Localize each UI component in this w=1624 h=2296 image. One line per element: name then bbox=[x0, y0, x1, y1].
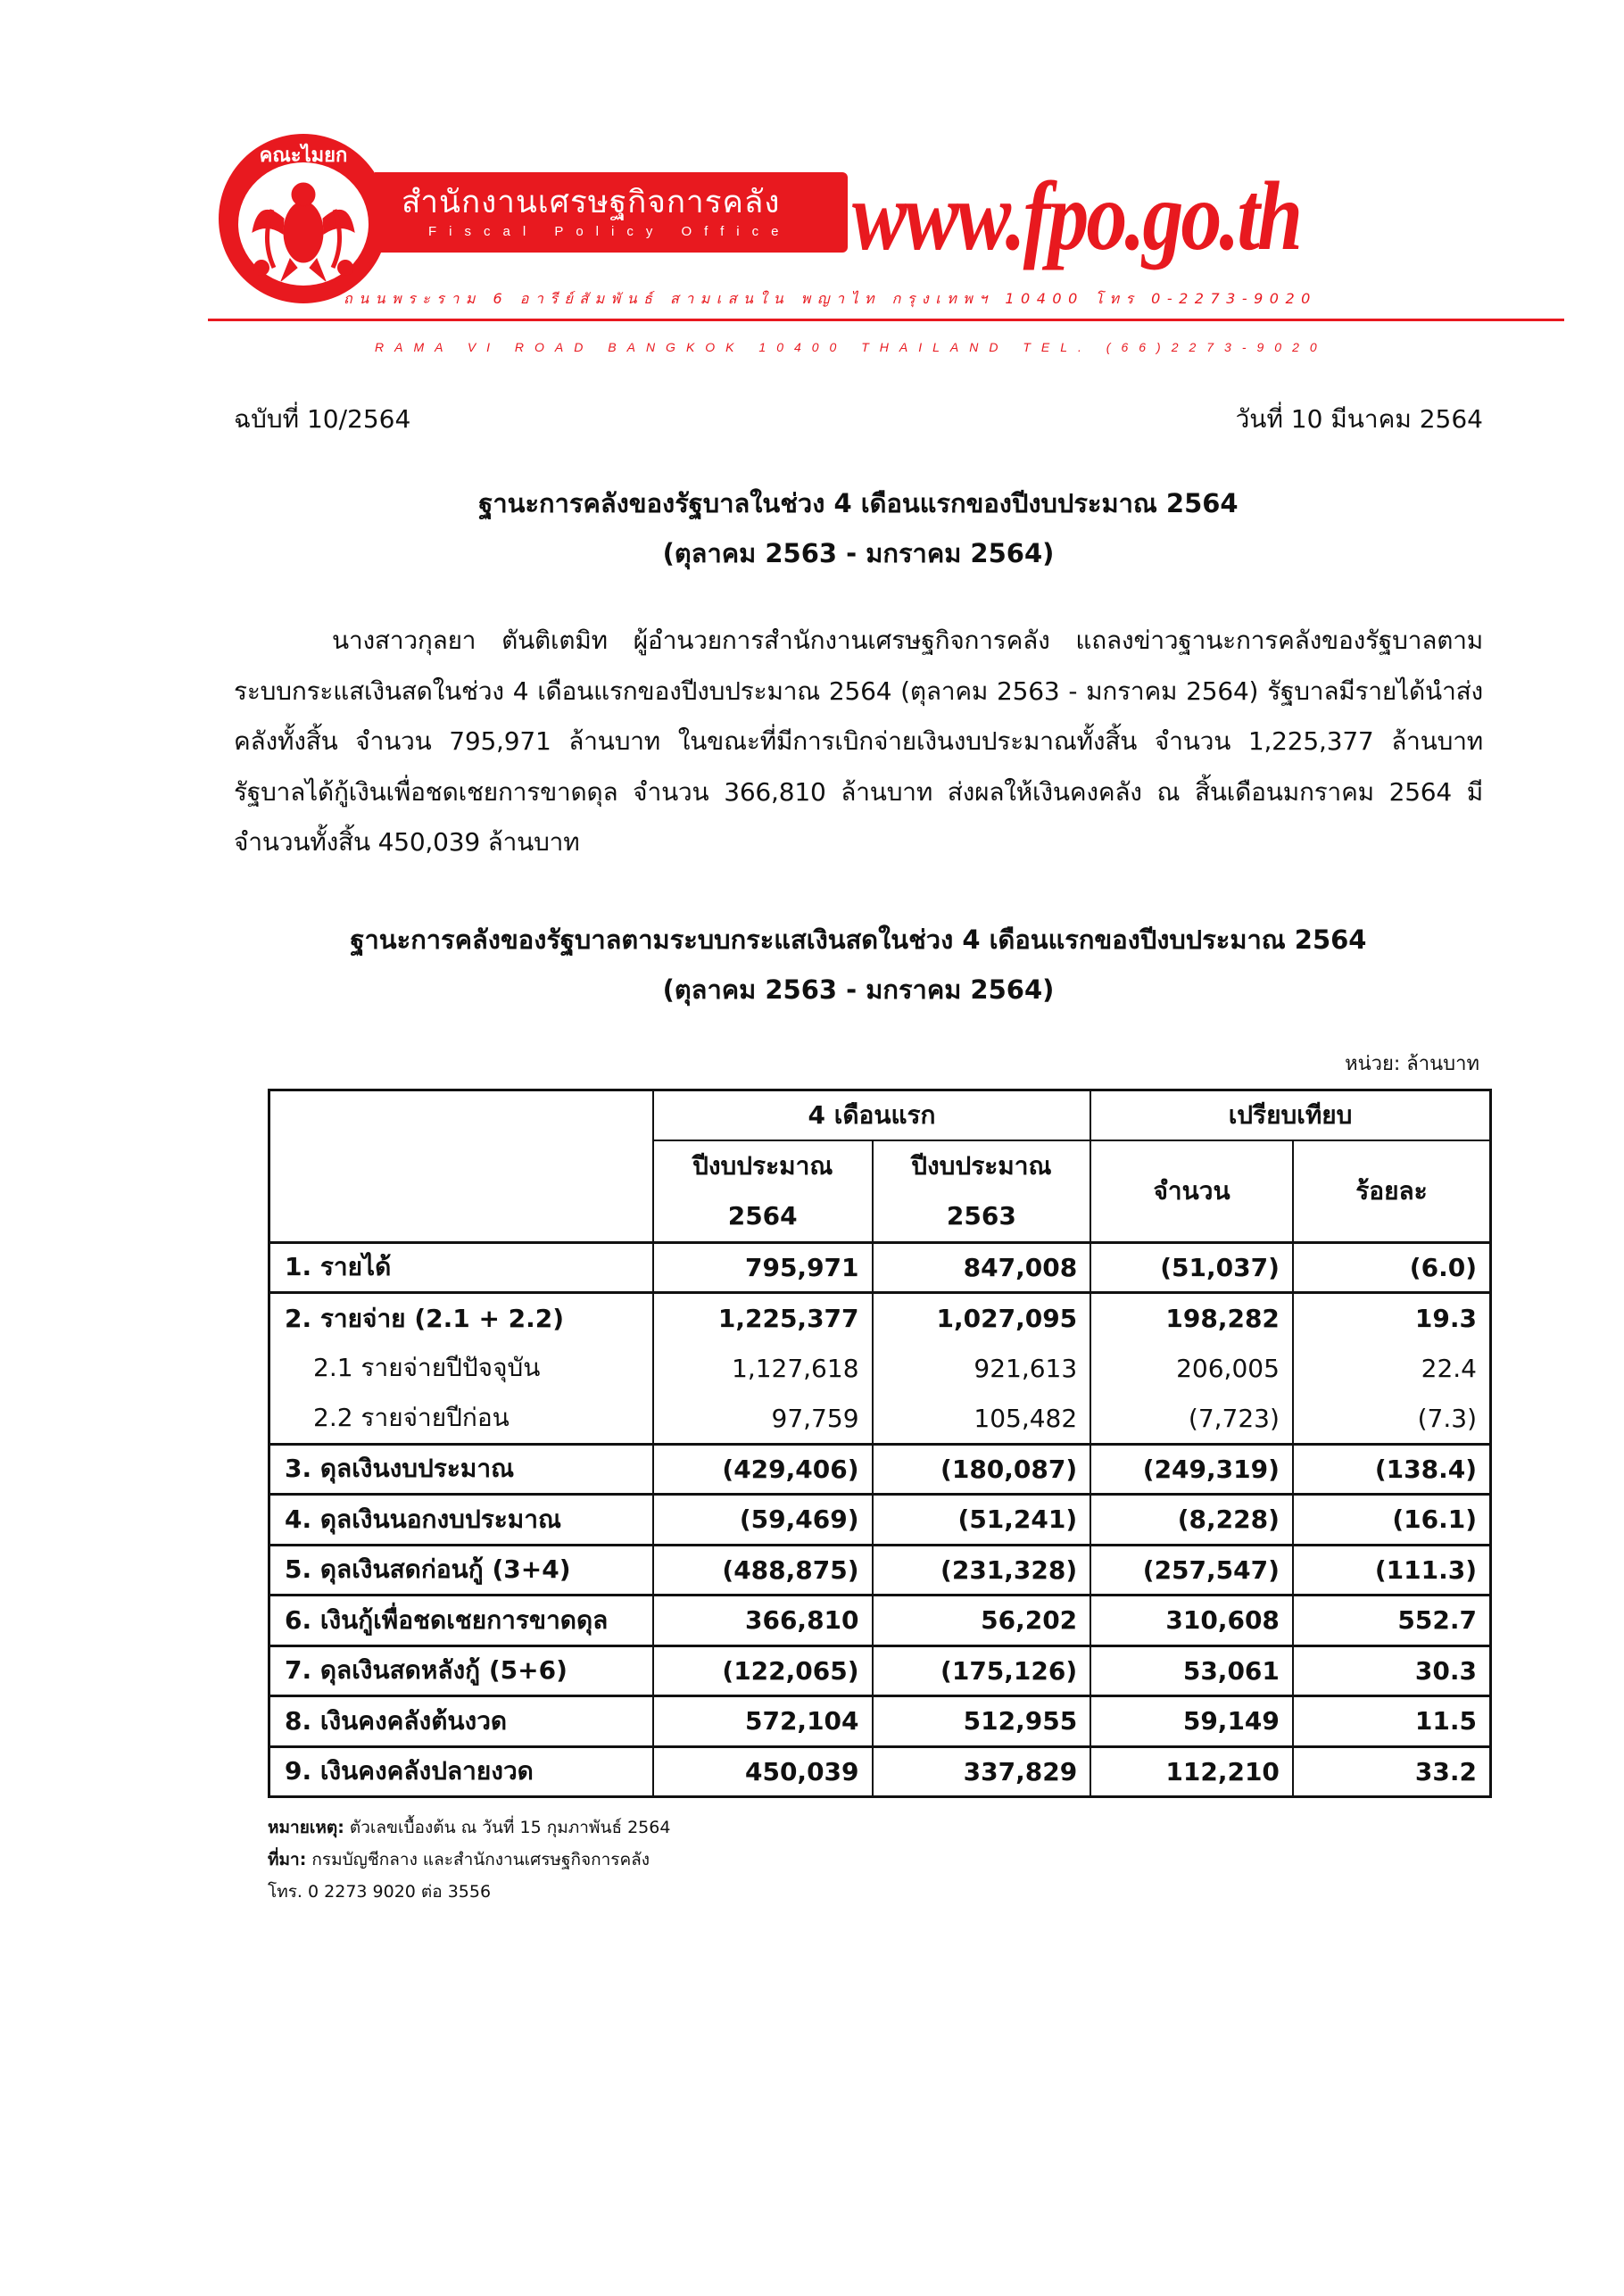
cell-percent: (6.0) bbox=[1293, 1242, 1491, 1293]
remark-label: หมายเหตุ: bbox=[268, 1818, 344, 1837]
table-row bbox=[269, 1343, 1491, 1394]
cell-percent: 19.3 bbox=[1293, 1293, 1491, 1344]
header-blank-cell bbox=[269, 1090, 653, 1243]
cell-fy2563: 1,027,095 bbox=[873, 1293, 1091, 1344]
cell-percent: (138.4) bbox=[1293, 1444, 1491, 1495]
table-row bbox=[269, 1242, 1491, 1293]
row-label: 6. เงินกู้เพื่อชดเชยการขาดดุล bbox=[269, 1596, 653, 1646]
cell-fy2564: 795,971 bbox=[653, 1242, 873, 1293]
row-label: 4. ดุลเงินนอกงบประมาณ bbox=[269, 1495, 653, 1546]
cell-percent: 11.5 bbox=[1293, 1696, 1491, 1747]
cell-amount: 206,005 bbox=[1090, 1343, 1293, 1394]
cell-fy2563: 921,613 bbox=[873, 1343, 1091, 1394]
cell-percent: (111.3) bbox=[1293, 1545, 1491, 1596]
source-line bbox=[268, 1844, 1071, 1876]
cell-fy2563: (180,087) bbox=[873, 1444, 1091, 1495]
document-date: วันที่ 10 มีนาคม 2564 bbox=[1235, 404, 1483, 434]
table-row bbox=[269, 1444, 1491, 1495]
header-comparison: เปรียบเทียบ bbox=[1090, 1090, 1490, 1140]
cell-fy2564: 572,104 bbox=[653, 1696, 873, 1747]
cell-amount: (51,037) bbox=[1090, 1242, 1293, 1293]
cell-amount: (7,723) bbox=[1090, 1394, 1293, 1445]
cell-amount: 310,608 bbox=[1090, 1596, 1293, 1646]
cell-fy2564: 97,759 bbox=[653, 1394, 873, 1445]
header-percent: ร้อยละ bbox=[1293, 1140, 1491, 1243]
header-first-4-months: 4 เดือนแรก bbox=[653, 1090, 1090, 1140]
row-label: 2.2 รายจ่ายปีก่อน bbox=[269, 1394, 653, 1445]
table-title-line1: ฐานะการคลังของรัฐบาลตามระบบกระแสเงินสดในช่วง 4 เดือนแรกของปีงบประมาณ 2564 bbox=[350, 924, 1367, 955]
table-row bbox=[269, 1545, 1491, 1596]
row-label: 8. เงินคงคลังต้นงวด bbox=[269, 1696, 653, 1747]
table-row bbox=[269, 1696, 1491, 1747]
remark-line bbox=[268, 1811, 1071, 1844]
header-fy2564-line2: 2564 bbox=[727, 1200, 798, 1231]
agency-name-thai: สำนักงานเศรษฐกิจการคลัง bbox=[402, 185, 781, 220]
cell-fy2564: (122,065) bbox=[653, 1645, 873, 1696]
cell-fy2564: (429,406) bbox=[653, 1444, 873, 1495]
header-fy2563 bbox=[873, 1140, 1091, 1243]
cell-fy2564: 1,225,377 bbox=[653, 1293, 873, 1344]
cell-fy2564: 450,039 bbox=[653, 1746, 873, 1797]
cell-fy2564: 1,127,618 bbox=[653, 1343, 873, 1394]
cell-fy2563: 512,955 bbox=[873, 1696, 1091, 1747]
cell-percent: 552.7 bbox=[1293, 1596, 1491, 1646]
header-fy2563-line2: 2563 bbox=[946, 1200, 1016, 1231]
cell-amount: 112,210 bbox=[1090, 1746, 1293, 1797]
row-label: 3. ดุลเงินงบประมาณ bbox=[269, 1444, 653, 1495]
table-notes bbox=[268, 1811, 1071, 1908]
table-row bbox=[269, 1394, 1491, 1445]
document-meta-row bbox=[234, 400, 1483, 439]
address-english: RAMA VI ROAD BANGKOK 10400 THAILAND TEL. (66)2273-9020 bbox=[375, 340, 1328, 354]
cell-fy2564: (59,469) bbox=[653, 1495, 873, 1546]
table-row bbox=[269, 1746, 1491, 1797]
cell-amount: (8,228) bbox=[1090, 1495, 1293, 1546]
press-release-paragraph: นางสาวกุลยา ตันติเตมิท ผู้อำนวยการสำนักงานเศรษฐกิจการคลัง แถลงข่าวฐานะการคลังของรัฐบาลตามระบบกระแสเงินสดในช่วง 4 เดือนแรกของปีงบประมาณ 2564 (ตุลาคม 2563 - มกราคม 2564) รัฐบาลมีรายได้นำส่งคลังทั้งสิ้น จำนวน 795,971 ล้านบาท ในขณะที่มีการเบิกจ่ายเงินงบประมาณทั้งสิ้น จำนวน 1,225,377 ล้านบาท รัฐบาลได้กู้เงินเพื่อชดเชยการขาดดุล จำนวน 366,810 ล้านบาท ส่งผลให้เงินคงคลัง ณ สิ้นเดือนมกราคม 2564 มีจำนวนทั้งสิ้น 450,039 ล้านบาท bbox=[234, 626, 1483, 857]
letterhead-divider bbox=[208, 319, 1564, 321]
cell-percent: 33.2 bbox=[1293, 1746, 1491, 1797]
table-row bbox=[269, 1596, 1491, 1646]
agency-name-block bbox=[375, 172, 848, 253]
main-title bbox=[234, 478, 1483, 578]
cell-fy2563: (231,328) bbox=[873, 1545, 1091, 1596]
table-row bbox=[269, 1495, 1491, 1546]
source-label: ที่มา: bbox=[268, 1850, 307, 1869]
cell-fy2563: 847,008 bbox=[873, 1242, 1091, 1293]
cell-percent: (16.1) bbox=[1293, 1495, 1491, 1546]
cell-amount: 198,282 bbox=[1090, 1293, 1293, 1344]
row-label: 2. รายจ่าย (2.1 + 2.2) bbox=[269, 1293, 653, 1344]
cell-fy2564: 366,810 bbox=[653, 1596, 873, 1646]
row-label: 1. รายได้ bbox=[269, 1242, 653, 1293]
phone-line: โทร. 0 2273 9020 ต่อ 3556 bbox=[268, 1882, 492, 1902]
header-amount: จำนวน bbox=[1090, 1140, 1293, 1243]
cell-fy2563: 105,482 bbox=[873, 1394, 1091, 1445]
table-title-line2: (ตุลาคม 2563 - มกราคม 2564) bbox=[662, 974, 1055, 1005]
unit-label: หน่วย: ล้านบาท bbox=[1345, 1053, 1479, 1075]
agency-name-english: Fiscal Policy Office bbox=[428, 224, 791, 239]
cell-percent: 30.3 bbox=[1293, 1645, 1491, 1696]
cell-fy2563: (175,126) bbox=[873, 1645, 1091, 1696]
document-number: ฉบับที่ 10/2564 bbox=[234, 404, 411, 434]
cell-fy2563: 56,202 bbox=[873, 1596, 1091, 1646]
table-title bbox=[234, 915, 1483, 1015]
header-fy2563-line1: ปีงบประมาณ bbox=[911, 1150, 1052, 1181]
main-title-line2: (ตุลาคม 2563 - มกราคม 2564) bbox=[662, 538, 1055, 568]
row-label: 5. ดุลเงินสดก่อนกู้ (3+4) bbox=[269, 1545, 653, 1596]
header-fy2564 bbox=[653, 1140, 873, 1243]
row-label: 7. ดุลเงินสดหลังกู้ (5+6) bbox=[269, 1645, 653, 1696]
letterhead bbox=[0, 0, 1624, 375]
fiscal-position-table bbox=[268, 1089, 1492, 1798]
remark-text: ตัวเลขเบื้องต้น ณ วันที่ 15 กุมภาพันธ์ 2564 bbox=[349, 1818, 671, 1837]
cell-percent: (7.3) bbox=[1293, 1394, 1491, 1445]
cell-amount: 59,149 bbox=[1090, 1696, 1293, 1747]
address-thai: ถนนพระราม 6 อารีย์สัมพันธ์ สามเสนใน พญาไท กรุงเทพฯ 10400 โทร 0-2273-9020 bbox=[344, 290, 1317, 307]
table-row bbox=[269, 1645, 1491, 1696]
main-title-line1: ฐานะการคลังของรัฐบาลในช่วง 4 เดือนแรกของปีงบประมาณ 2564 bbox=[478, 488, 1239, 518]
row-label: 2.1 รายจ่ายปีปัจจุบัน bbox=[269, 1343, 653, 1394]
seal-text: คณะไมยก bbox=[259, 145, 348, 167]
cell-amount: (257,547) bbox=[1090, 1545, 1293, 1596]
cell-percent: 22.4 bbox=[1293, 1343, 1491, 1394]
row-label: 9. เงินคงคลังปลายงวด bbox=[269, 1746, 653, 1797]
cell-fy2563: 337,829 bbox=[873, 1746, 1091, 1797]
cell-amount: (249,319) bbox=[1090, 1444, 1293, 1495]
cell-fy2563: (51,241) bbox=[873, 1495, 1091, 1546]
website-url: www.fpo.go.th bbox=[852, 161, 1301, 270]
fpo-seal-logo bbox=[219, 134, 388, 303]
header-fy2564-line1: ปีงบประมาณ bbox=[692, 1150, 833, 1181]
cell-amount: 53,061 bbox=[1090, 1645, 1293, 1696]
source-text: กรมบัญชีกลาง และสำนักงานเศรษฐกิจการคลัง bbox=[311, 1850, 650, 1869]
table-row bbox=[269, 1293, 1491, 1344]
cell-fy2564: (488,875) bbox=[653, 1545, 873, 1596]
